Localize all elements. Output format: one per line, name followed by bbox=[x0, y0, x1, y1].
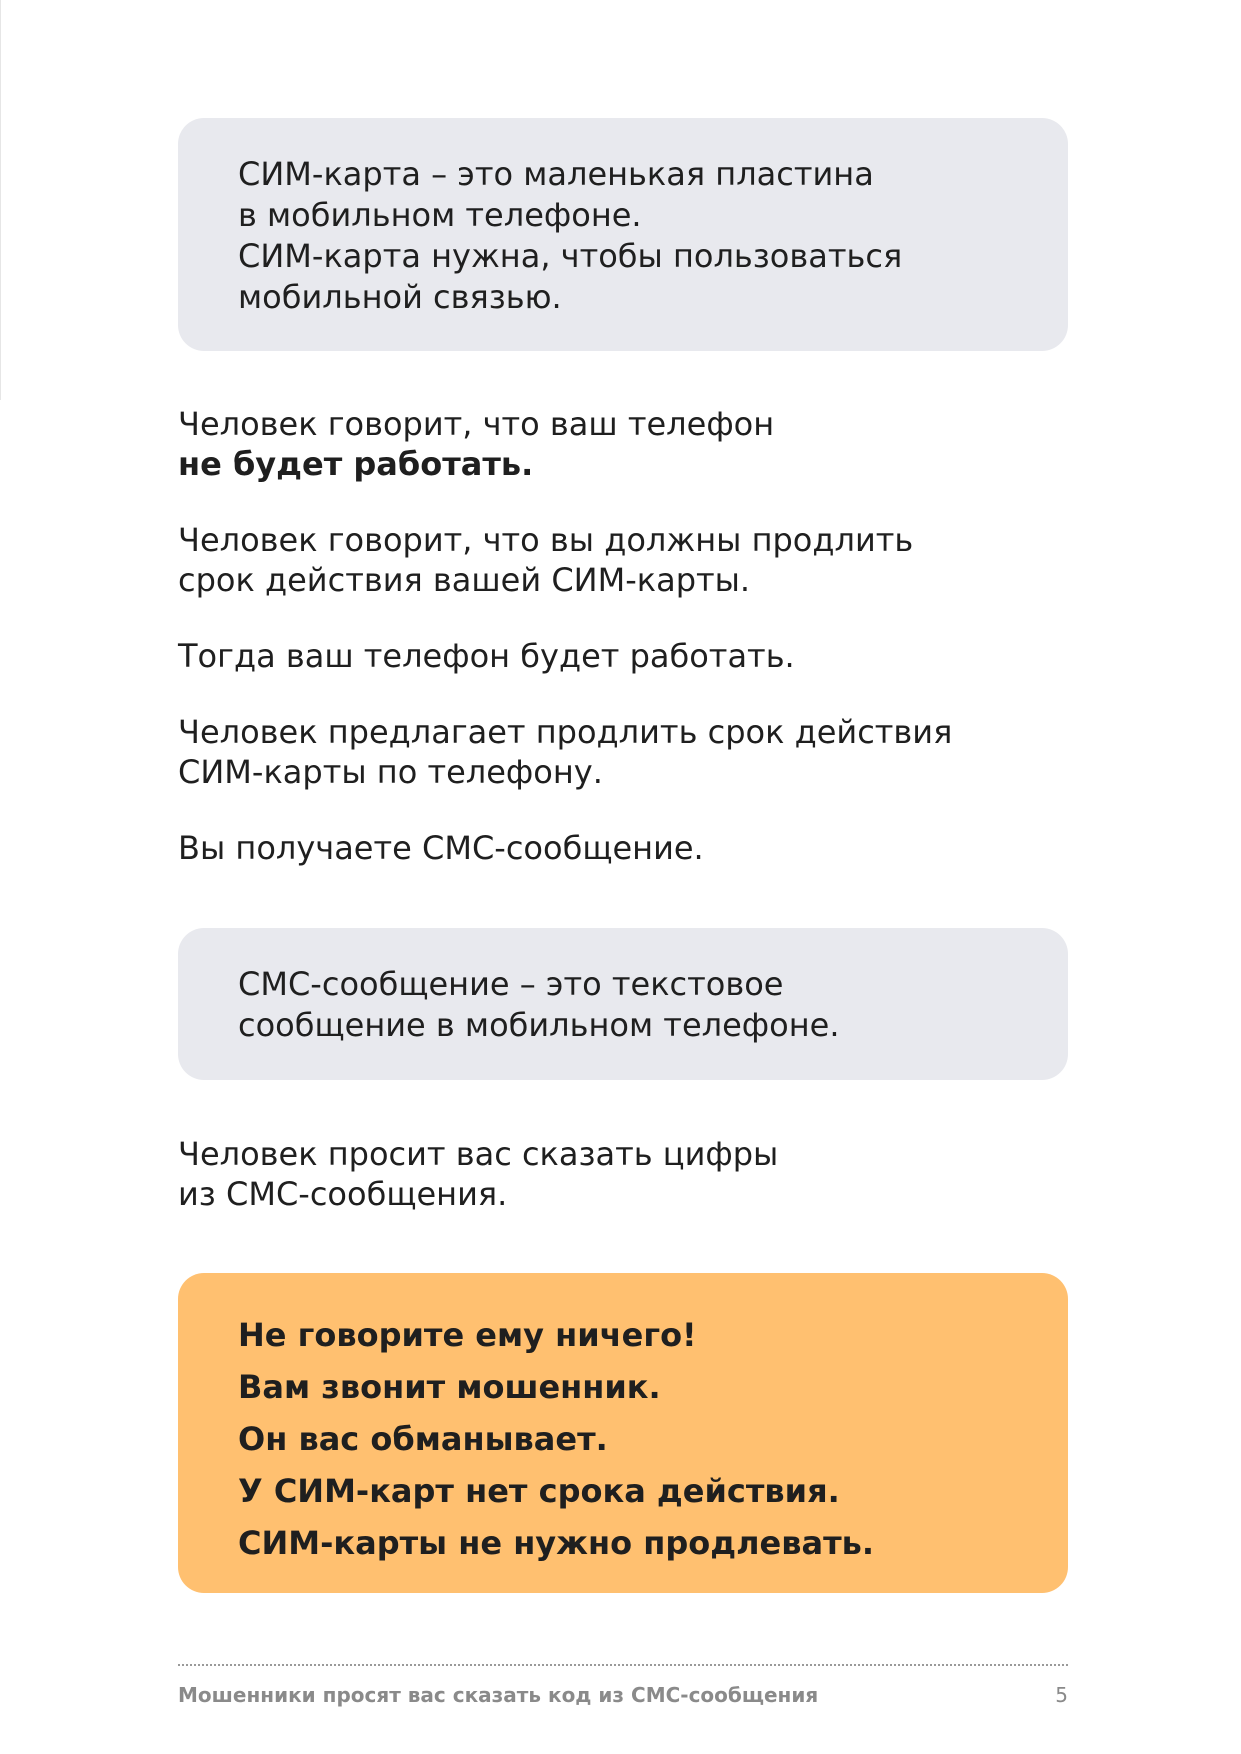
paragraph-line-bold: не будет работать. bbox=[178, 445, 534, 483]
paragraph-line: из СМС-сообщения. bbox=[178, 1175, 508, 1213]
paragraph-line: Человек говорит, что ваш телефон bbox=[178, 405, 775, 443]
page-number: 5 bbox=[1055, 1683, 1068, 1707]
warning-line: Не говорите ему ничего! bbox=[238, 1316, 697, 1354]
paragraph-offer-extend bbox=[178, 712, 1068, 792]
paragraph-line: срок действия вашей СИМ-карты. bbox=[178, 561, 751, 599]
sim-card-definition-box bbox=[178, 118, 1068, 351]
warning-line: Вам звонит мошенник. bbox=[238, 1368, 661, 1406]
definition-line: мобильной связью. bbox=[238, 278, 562, 316]
definition-line: СИМ-карта нужна, чтобы пользоваться bbox=[238, 237, 903, 275]
warning-line: Он вас обманывает. bbox=[238, 1420, 608, 1458]
warning-box bbox=[178, 1273, 1068, 1593]
warning-line: СИМ-карты не нужно продлевать. bbox=[238, 1524, 874, 1562]
paragraph-line: СИМ-карты по телефону. bbox=[178, 753, 603, 791]
paragraph-line: Тогда ваш телефон будет работать. bbox=[178, 637, 795, 675]
paragraph-line: Человек говорит, что вы должны продлить bbox=[178, 521, 914, 559]
paragraph-extend-term bbox=[178, 520, 1068, 600]
paragraph-line: Вы получаете СМС-сообщение. bbox=[178, 829, 704, 867]
paragraph-ask-digits bbox=[178, 1134, 1068, 1214]
footer-divider bbox=[178, 1664, 1068, 1666]
sms-definition-box bbox=[178, 928, 1068, 1080]
definition-line: в мобильном телефоне. bbox=[238, 196, 642, 234]
definition-line: сообщение в мобильном телефоне. bbox=[238, 1006, 840, 1044]
paragraph-line: Человек предлагает продлить срок действия bbox=[178, 713, 953, 751]
paragraph-receive-sms bbox=[178, 828, 1068, 868]
paragraph-phone-wont-work bbox=[178, 404, 1068, 484]
definition-line: СИМ-карта – это маленькая пластина bbox=[238, 155, 874, 193]
paragraph-phone-will-work bbox=[178, 636, 1068, 676]
warning-line: У СИМ-карт нет срока действия. bbox=[238, 1472, 840, 1510]
footer-title: Мошенники просят вас сказать код из СМС-сообщения bbox=[178, 1683, 819, 1707]
paragraph-line: Человек просит вас сказать цифры bbox=[178, 1135, 779, 1173]
definition-line: СМС-сообщение – это текстовое bbox=[238, 965, 784, 1003]
page-edge-line bbox=[0, 0, 1, 400]
